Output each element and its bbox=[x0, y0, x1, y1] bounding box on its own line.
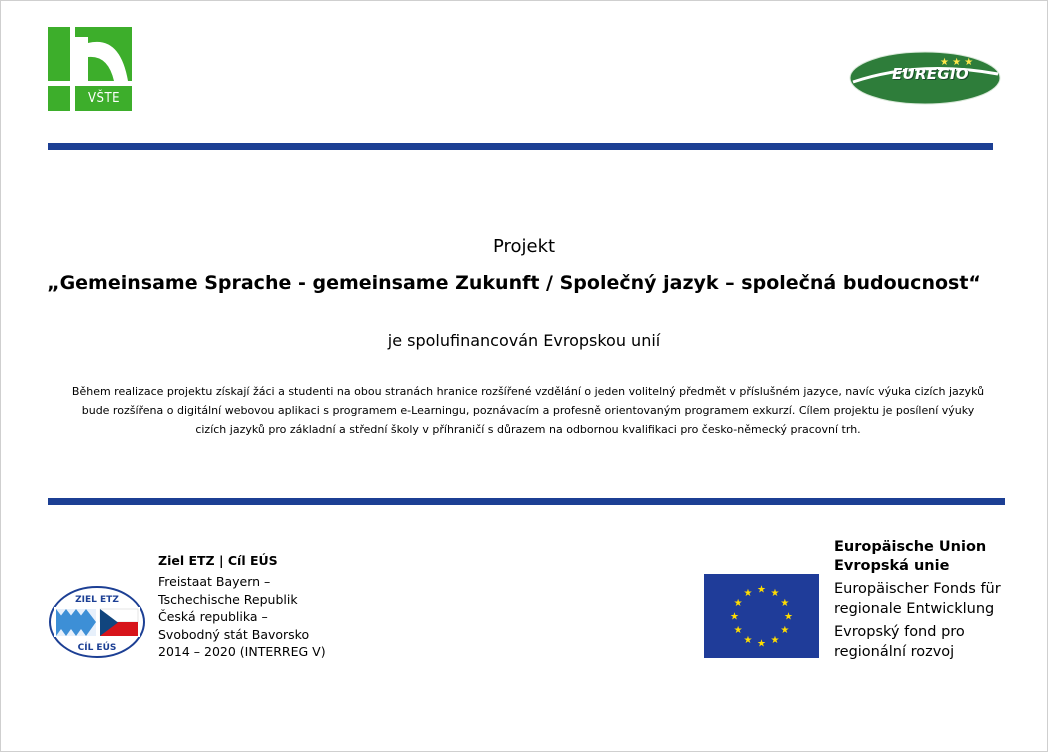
eu-text-block bbox=[834, 538, 1001, 662]
etz-line: Česká republika – bbox=[158, 609, 268, 624]
bottom-divider bbox=[48, 498, 1005, 505]
eu-star-icon: ★ bbox=[730, 611, 739, 623]
euregio-logo bbox=[848, 48, 1002, 108]
etz-title: Ziel ETZ | Cíl EÚS bbox=[158, 553, 278, 568]
eu-fund-line: Europäischer Fonds für bbox=[834, 581, 1001, 597]
top-divider bbox=[48, 143, 993, 150]
eu-star-icon: ★ bbox=[733, 598, 743, 609]
eu-star-icon: ★ bbox=[770, 634, 780, 646]
cofinancing-statement: je spolufinancován Evropskou unií bbox=[387, 331, 661, 350]
eu-name-cs: Evropská unie bbox=[834, 558, 950, 574]
etz-line: Svobodný stát Bavorsko bbox=[158, 626, 310, 642]
eu-star-icon: ★ bbox=[757, 584, 766, 596]
etz-line: 2014 – 2020 (INTERREG V) bbox=[158, 644, 326, 659]
description-line: bude rozšířena o digitální webovou aplikaci s programem e-Learningu, poznávacím a profesně orientovaným programem exkurzí. Cílem projektu je posílení výuky bbox=[81, 404, 975, 417]
vste-logo-text: VŠTE bbox=[88, 91, 120, 106]
description-line: Během realizace projektu získají žáci a studenti na obou stranách hranice rozšířené vzdělání o jeden volitelný předmět v příslušném jazyce, navíc výuka cizích jazyků bbox=[71, 385, 985, 398]
description-line: cizích jazyků pro základní a střední školy v příhraničí s důrazem na odbornou kvalifikaci pro česko-německý pracovní trh. bbox=[195, 423, 861, 436]
etz-line: Freistaat Bayern – bbox=[158, 574, 271, 589]
eu-star-icon: ★ bbox=[780, 598, 790, 609]
eu-star-icon: ★ bbox=[733, 625, 743, 636]
project-label: Projekt bbox=[492, 236, 556, 257]
ziel-etz-logo bbox=[48, 585, 146, 659]
etz-details bbox=[158, 573, 326, 661]
eu-fund-line: regionale Entwicklung bbox=[834, 601, 995, 617]
ziel-etz-logo-bottom: CÍL EÚS bbox=[77, 643, 117, 653]
eu-star-icon: ★ bbox=[743, 634, 753, 646]
eu-flag bbox=[704, 574, 819, 658]
eu-fund-line: Evropský fond pro bbox=[834, 624, 965, 640]
eu-fund-line: regionální rozvoj bbox=[834, 644, 955, 660]
eu-star-icon: ★ bbox=[757, 638, 766, 650]
eu-star-icon: ★ bbox=[743, 588, 753, 600]
eu-star-icon: ★ bbox=[784, 611, 793, 623]
etz-line: Tschechische Republik bbox=[158, 591, 298, 607]
project-description bbox=[48, 382, 1008, 439]
euregio-logo-text: EUREGIO bbox=[892, 65, 969, 83]
eu-name-de: Europäische Union bbox=[834, 539, 987, 555]
eu-star-icon: ★ bbox=[780, 625, 790, 636]
project-title: „Gemeinsame Sprache - gemeinsame Zukunft / Společný jazyk – společná budoucnost“ bbox=[47, 272, 981, 294]
eu-star-icon: ★ bbox=[770, 588, 780, 600]
vste-logo bbox=[48, 27, 132, 111]
ziel-etz-logo-top: ZIEL ETZ bbox=[75, 595, 119, 605]
svg-text:★ ★ ★: ★ ★ ★ bbox=[940, 57, 974, 68]
